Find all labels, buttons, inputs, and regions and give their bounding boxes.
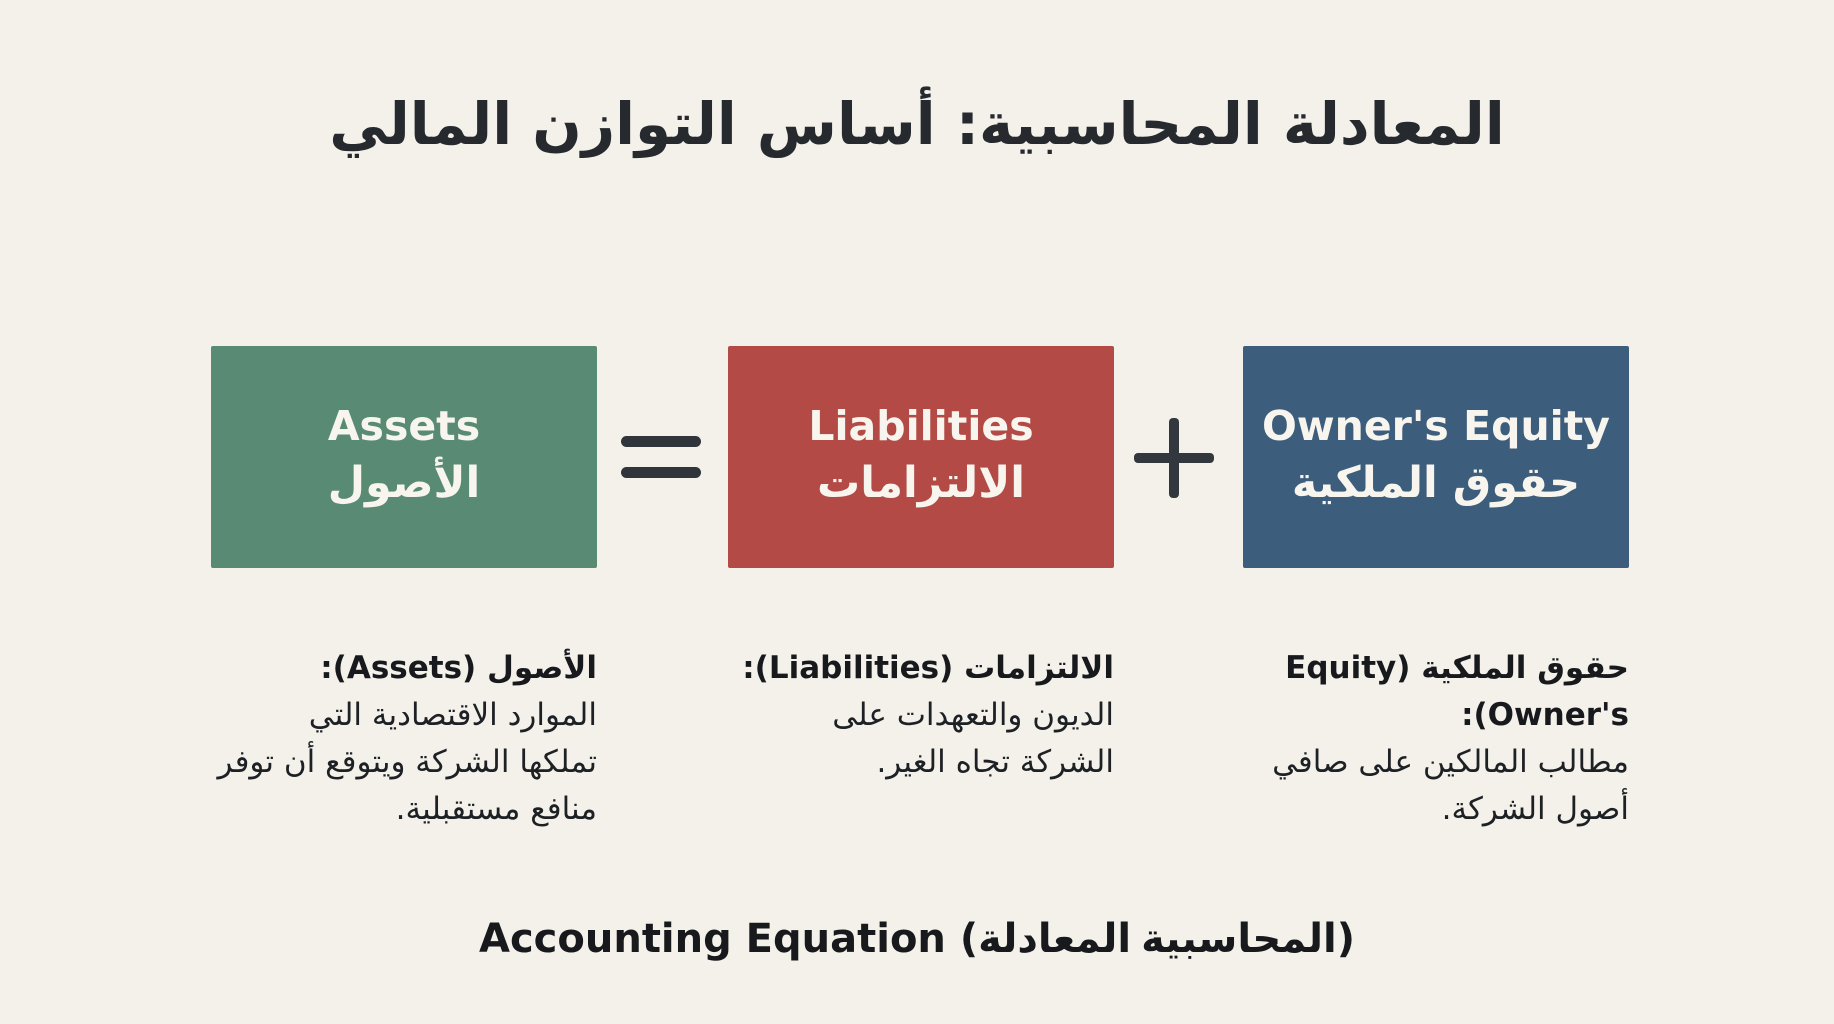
assets-description-line: تملكها الشركة ويتوقع أن توفر	[217, 744, 597, 780]
bottom-caption-segment: المحاسبية)	[1141, 916, 1355, 962]
liabilities-description-line: الديون والتعهدات على	[832, 697, 1114, 733]
equals-operator-icon	[621, 436, 701, 478]
equals-bar-top	[621, 436, 701, 447]
equity-description-line: مطالب المالكين على صافي	[1272, 744, 1629, 780]
equity-box	[1243, 346, 1629, 568]
equity-description-heading: حقوق الملكية (Equity	[1285, 650, 1629, 686]
equity-description-line: أصول الشركة.	[1441, 791, 1629, 827]
liabilities-description-line: الشركة تجاه الغير.	[876, 744, 1114, 780]
assets-label-en: Assets	[327, 401, 481, 450]
equity-description	[1169, 645, 1629, 833]
equals-bar-bottom	[621, 467, 701, 478]
assets-description-heading: الأصول (Assets):	[320, 650, 597, 686]
plus-operator-icon	[1134, 418, 1214, 498]
assets-label-ar: الأصول	[327, 457, 481, 508]
liabilities-label-ar: الالتزامات	[817, 457, 1025, 508]
equity-label-ar: حقوق الملكية	[1291, 457, 1581, 508]
page-title: المعادلة المحاسبية: أساس التوازن المالي	[329, 90, 1505, 158]
liabilities-description-heading: الالتزامات (Liabilities):	[742, 650, 1114, 686]
assets-box	[211, 346, 597, 568]
liabilities-label-en: Liabilities	[808, 401, 1034, 450]
assets-description	[137, 645, 597, 833]
assets-description-line: منافع مستقبلية.	[395, 791, 597, 827]
liabilities-description	[654, 645, 1114, 786]
equity-label-en: Owner's Equity	[1261, 401, 1611, 450]
liabilities-box	[728, 346, 1114, 568]
plus-bar-vertical	[1169, 418, 1179, 498]
assets-description-line: الموارد الاقتصادية التي	[308, 697, 597, 733]
bottom-caption	[0, 916, 1834, 962]
equity-description-heading: Owner's):	[1461, 697, 1629, 733]
bottom-caption-segment: Accounting Equation (المعادلة	[479, 916, 1132, 962]
